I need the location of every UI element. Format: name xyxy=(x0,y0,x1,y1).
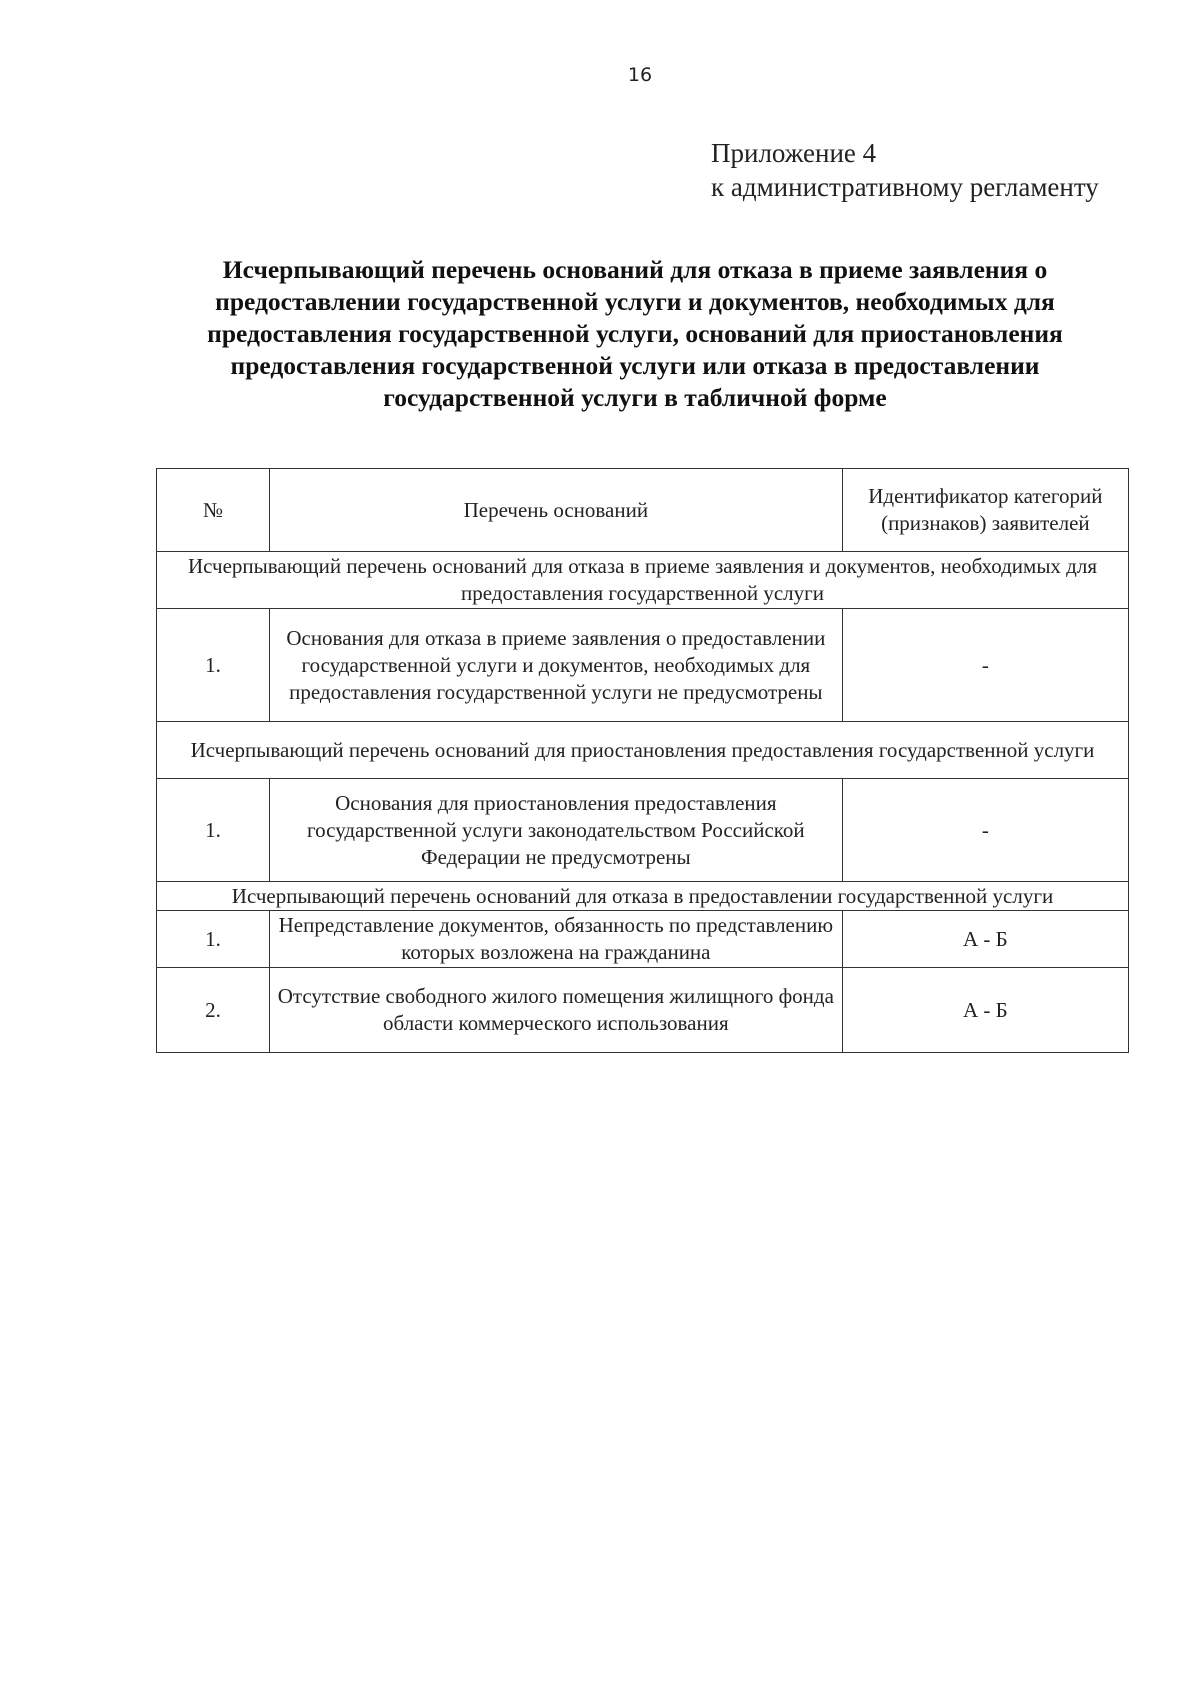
table-row xyxy=(157,911,1129,968)
section-title: Исчерпывающий перечень оснований для отказа в предоставлении государственной услуги xyxy=(157,882,1129,911)
row-category-id: - xyxy=(842,609,1128,722)
header-grounds-list: Перечень оснований xyxy=(269,469,842,552)
section-row xyxy=(157,882,1129,911)
appendix-line-2: к административному регламенту xyxy=(711,172,1099,202)
row-number: 2. xyxy=(157,968,270,1053)
row-number: 1. xyxy=(157,609,270,722)
row-category-id: А - Б xyxy=(842,968,1128,1053)
section-title: Исчерпывающий перечень оснований для отказа в приеме заявления и документов, необходимых для предоставления государственной услуги xyxy=(157,552,1129,609)
section-row xyxy=(157,552,1129,609)
appendix-note xyxy=(711,136,1099,204)
grounds-table xyxy=(156,468,1129,1053)
page-number: 16 xyxy=(627,64,653,86)
appendix-line-1: Приложение 4 xyxy=(711,138,877,168)
row-category-id: - xyxy=(842,779,1128,882)
row-text: Основания для приостановления предоставления государственной услуги законодательством Российской Федерации не предусмотрены xyxy=(269,779,842,882)
table-row xyxy=(157,968,1129,1053)
section-title: Исчерпывающий перечень оснований для приостановления предоставления государственной услуги xyxy=(157,722,1129,779)
table-header-row xyxy=(157,469,1129,552)
document-title: Исчерпывающий перечень оснований для отказа в приеме заявления о предоставлении государственной услуги и документов, необходимых для предоставления государственной услуги, оснований для приостановления предоставления государственной услуги или отказа в предоставлении государственной услуги в табличной форме xyxy=(207,255,1063,412)
row-text: Отсутствие свободного жилого помещения жилищного фонда области коммерческого использования xyxy=(269,968,842,1053)
row-text: Основания для отказа в приеме заявления о предоставлении государственной услуги и документов, необходимых для предоставления государственной услуги не предусмотрены xyxy=(269,609,842,722)
header-applicant-category-id: Идентификатор категорий (признаков) заявителей xyxy=(842,469,1128,552)
row-text: Непредставление документов, обязанность по представлению которых возложена на гражданина xyxy=(269,911,842,968)
table-row xyxy=(157,609,1129,722)
row-number: 1. xyxy=(157,911,270,968)
table-row xyxy=(157,779,1129,882)
row-number: 1. xyxy=(157,779,270,882)
section-row xyxy=(157,722,1129,779)
row-category-id: А - Б xyxy=(842,911,1128,968)
header-number: № xyxy=(157,469,270,552)
